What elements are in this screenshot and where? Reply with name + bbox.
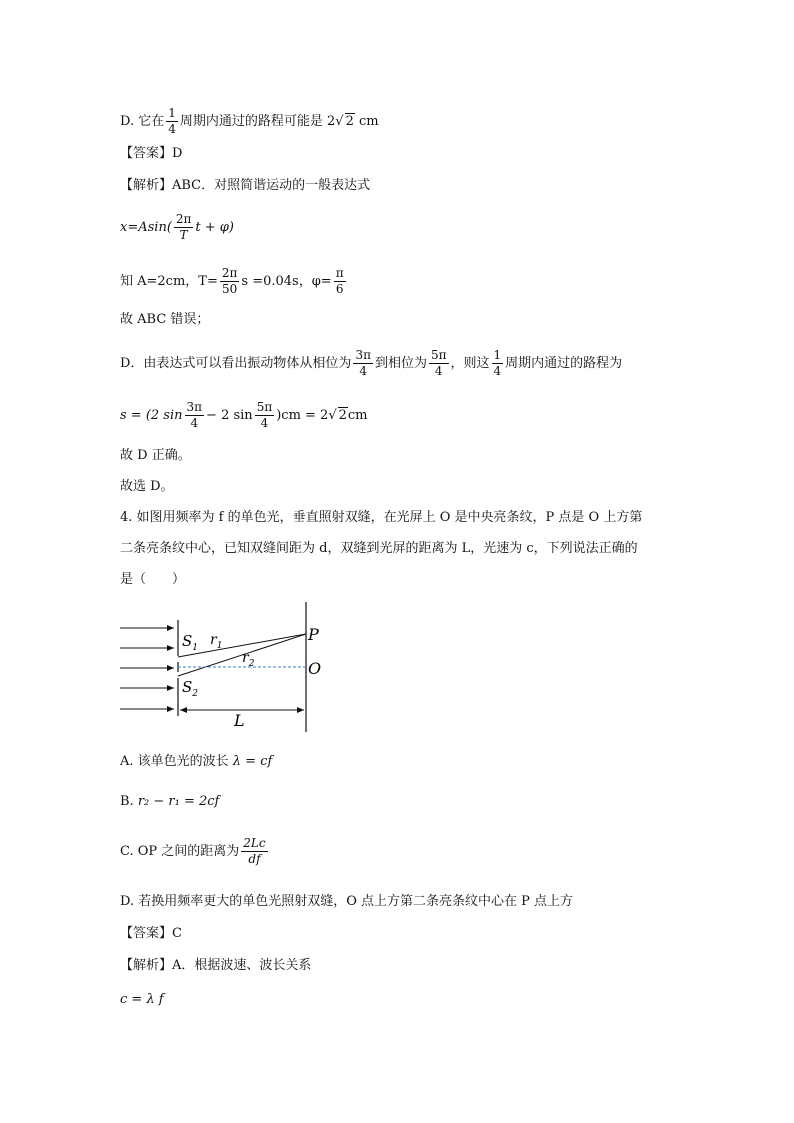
final-equation: c = λ f [120,992,164,1007]
option-c-text: C. OP 之间的距离为 [120,844,240,859]
fraction-denominator: T [179,228,188,242]
fraction-denominator: 4 [190,416,199,430]
option-a-text: A. 该单色光的波长 [120,754,229,769]
prev-option-d-middle: 周期内通过的路程可能是 2 [179,114,336,129]
d-analysis [120,348,622,379]
label-l: L [234,711,245,730]
choose-d: 故选 D。 [120,479,174,494]
unit: cm [359,114,379,129]
question-4-line-1: 4. 如图用频率为 f 的单色光，垂直照射双缝，在光屏上 O 是中央亮条纹，P 点是 O 上方第 [120,510,643,525]
eq-rest: t + φ) [195,220,234,235]
fraction-numerator: 2Lc [243,836,266,850]
fraction-numerator: 1 [493,348,502,362]
fraction [241,836,267,867]
label-o: O [308,659,322,678]
fraction-denominator: 4 [493,364,502,378]
question-4-line-2: 二条亮条纹中心，已知双缝间距为 d，双缝到光屏的距离为 L，光速为 c，下列说法正确的 [120,541,638,556]
fraction-numerator: 5π [430,348,447,362]
abc-wrong: 故 ABC 错误； [120,312,210,327]
fraction-numerator: 2π [175,212,192,226]
fraction-denominator: 4 [359,364,368,378]
d-correct: 故 D 正确。 [120,448,191,463]
option-b-formula: r₂ − r₁ = 2cf [137,794,220,809]
sqrt-value: 2 [345,114,354,129]
fraction-denominator: df [248,852,261,866]
option-b [120,792,219,812]
option-a-formula: λ = cf [232,754,273,769]
label-r2: $r_2$ [242,650,255,669]
eq3-part-4: cm [347,408,368,423]
fraction-denominator: 50 [221,282,238,296]
eq3-part-1: s = (2 sin [120,408,183,423]
equation-parameters [120,266,348,297]
fraction-denominator: 6 [335,282,344,296]
fraction-numerator: 3π [186,400,203,414]
fraction [220,266,240,297]
fraction [166,106,178,137]
double-slit-diagram [116,598,336,738]
option-d: D. 若换用频率更大的单色光照射双缝，O 点上方第二条亮条纹中心在 P 点上方 [120,894,574,909]
equation-path [120,400,368,431]
fraction [353,348,373,379]
fraction-numerator: π [335,266,344,280]
d-part-1: D．由表达式可以看出振动物体从相位为 [120,356,352,371]
fraction-numerator: 2π [221,266,238,280]
fraction-numerator: 3π [355,348,371,362]
prev-option-d-prefix: D. 它在 [120,114,165,129]
option-a [120,752,272,772]
label-s1: $S_1$ [182,632,199,653]
eq3-part-3: )cm = 2 [276,408,329,423]
fraction [174,212,194,243]
sqrt-value: 2 [338,408,347,423]
fraction [185,400,205,431]
analysis-line-1: 【解析】A．根据波速、波长关系 [120,958,312,973]
label-s2: $S_2$ [182,678,199,699]
label-p: P [308,625,319,644]
prev-analysis-line-1: 【解析】ABC．对照简谐运动的一般表达式 [120,178,371,193]
prev-option-d [120,106,379,137]
equation-general-form [120,212,234,243]
option-b-text: B. [120,794,134,809]
fraction-denominator: 4 [260,416,269,430]
fraction-denominator: 4 [434,364,443,378]
eq3-part-2: − 2 sin [206,408,253,423]
fraction [429,348,449,379]
answer: 【答案】C [120,926,182,941]
prev-answer: 【答案】D [120,146,183,161]
eq-lhs: x=Asin( [120,220,172,235]
sqrt-symbol: √ [335,114,344,129]
d-part-2: 到相位为 [374,356,427,371]
fraction-numerator: 1 [168,106,176,120]
label-r1: $r_1$ [210,632,223,651]
eq2-part-2: s =0.04s，φ= [241,274,332,289]
fraction [334,266,346,297]
question-4-line-3: 是（ ） [120,572,186,587]
d-part-4: 周期内通过的路程为 [505,356,623,371]
d-part-3: ，则这 [450,356,490,371]
eq2-part-1: 知 A=2cm，T= [120,274,218,289]
option-c [120,836,270,867]
fraction-denominator: 4 [168,122,176,136]
fraction-numerator: 5π [256,400,273,414]
incident-light-arrows [120,628,174,709]
fraction [492,348,504,379]
fraction [255,400,275,431]
sqrt-symbol: √ [328,408,337,423]
